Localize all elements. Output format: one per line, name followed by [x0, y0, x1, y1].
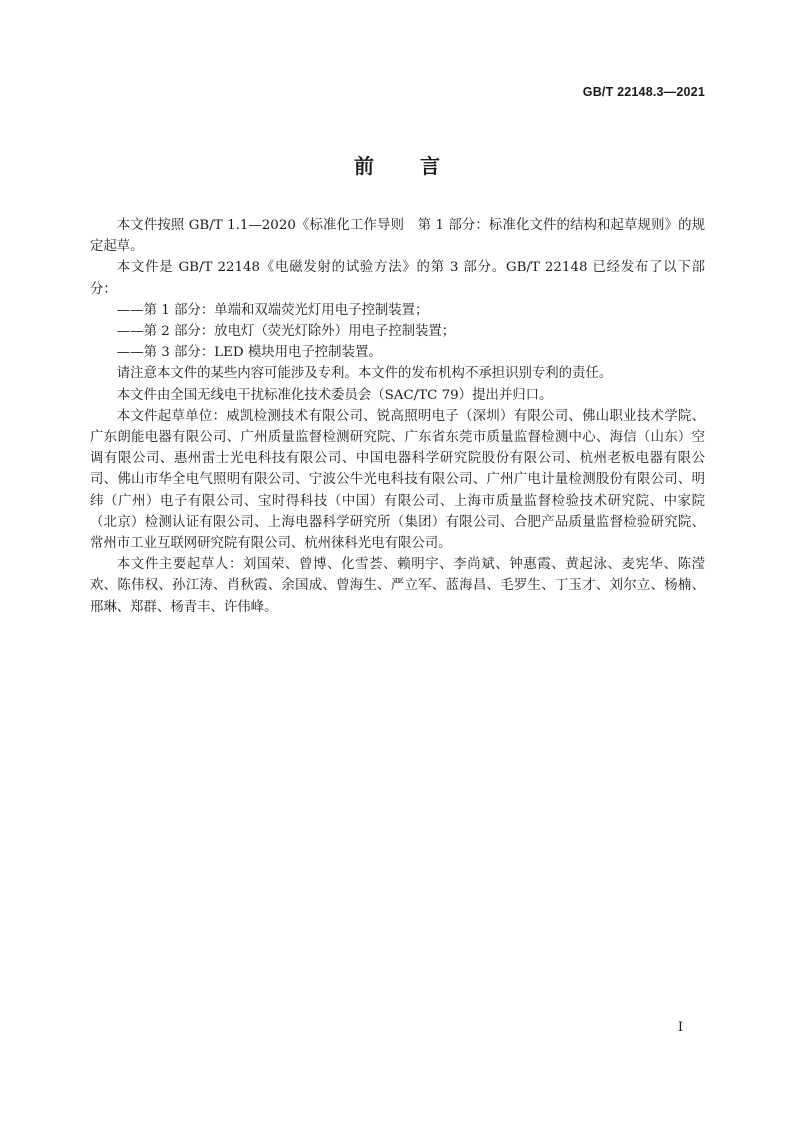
list-item-part-2: ——第 2 部分：放电灯（荧光灯除外）用电子控制装置； [116, 324, 456, 340]
paragraph-patent-notice: 请注意本文件的某些内容可能涉及专利。本文件的发布机构不承担识别专利的责任。 [116, 366, 613, 382]
page-title [0, 150, 794, 179]
page-number: I [677, 1020, 683, 1035]
list-item-part-1: ——第 1 部分：单端和双端荧光灯用电子控制装置； [116, 302, 429, 318]
paragraph-part-intro: 本文件是 GB/T 22148《电磁发射的试验方法》的第 3 部分。GB/T 22148 已经发布了以下部分： [90, 260, 705, 297]
foreword-body [90, 215, 705, 618]
paragraph-drafters: 本文件主要起草人：刘国荣、曾博、化雪荟、赖明宇、李尚斌、钟惠霞、黄起泳、麦宪华、陈滢欢、陈伟权、孙江涛、肖秋霞、余国成、曾海生、严立军、蓝海昌、毛罗生、丁玉才、刘尔立、杨楠、邢琳、郑群、杨青丰、许伟峰。 [90, 557, 705, 615]
standard-code: GB/T 22148.3—2021 [582, 85, 705, 99]
title-char-2: 言 [420, 154, 440, 178]
paragraph-committee: 本文件由全国无线电干扰标准化技术委员会（SAC/TC 79）提出并归口。 [116, 387, 553, 403]
title-char-1: 前 [354, 154, 374, 178]
paragraph-drafting-rule: 本文件按照 GB/T 1.1—2020《标准化工作导则 第 1 部分：标准化文件的结构和起草规则》的规定起草。 [90, 218, 705, 255]
list-item-part-3: ——第 3 部分：LED 模块用电子控制装置。 [116, 345, 382, 361]
paragraph-drafting-units: 本文件起草单位：威凯检测技术有限公司、锐高照明电子（深圳）有限公司、佛山职业技术学院、广东朗能电器有限公司、广州质量监督检测研究院、广东省东莞市质量监督检测中心、海信（山东）空调有限公司、惠州雷士光电科技有限公司、中国电器科学研究院股份有限公司、杭州老板电器有限公司、佛山市华全电气照明有限公司、宁波公牛光电科技有限公司、广州广电计量检测股份有限公司、明纬（广州）电子有限公司、宝时得科技（中国）有限公司、上海市质量监督检验技术研究院、中家院（北京）检测认证有限公司、上海电器科学研究所（集团）有限公司、合肥产品质量监督检验研究院、常州市工业互联网研究院有限公司、杭州徕科光电有限公司。 [90, 408, 705, 552]
